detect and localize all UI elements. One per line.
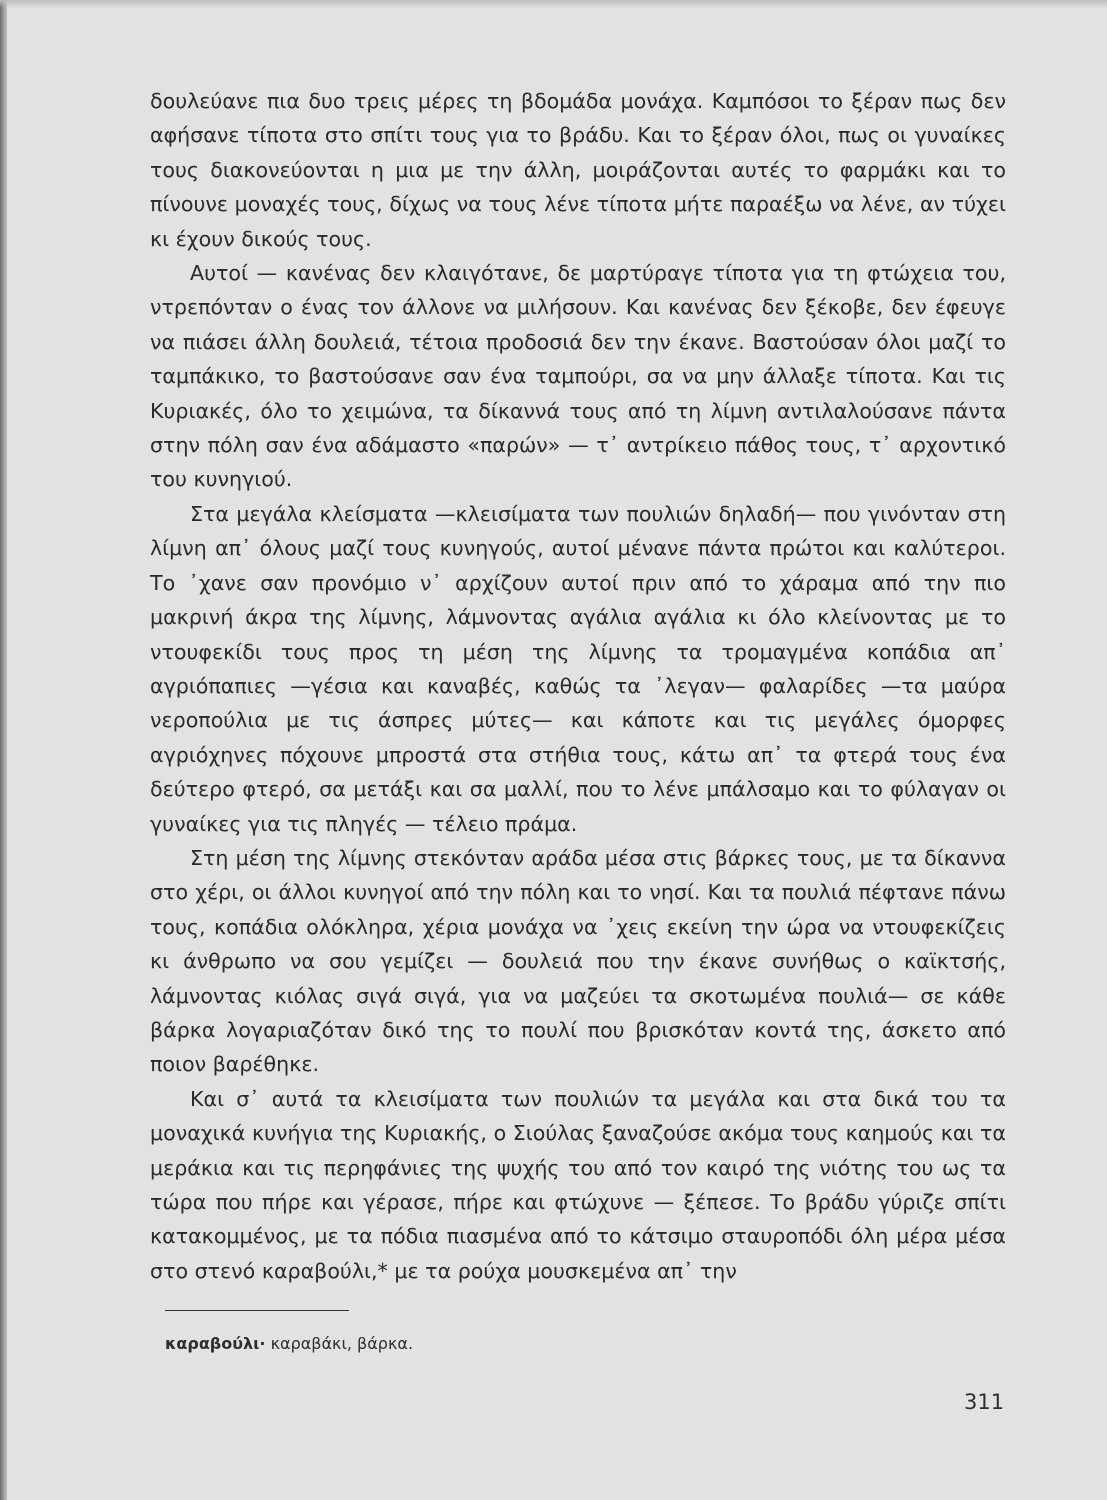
footnote [165,1334,413,1353]
paragraph: Αυτοί — κανένας δεν κλαιγότανε, δε μαρτύραγε τίποτα για τη φτώχεια του, ντρεπόνταν ο ένας τον άλλονε να μιλήσουν. Και κανένας δεν ξέκοβε, δεν έφευγε να πιάσει άλλη δουλειά, τέτοια προδοσιά δεν την έκανε. Βαστούσαν όλοι μαζί το ταμπάκικο, το βαστούσανε σαν ένα ταμπούρι, σα να μην άλλαξε τίποτα. Και τις Κυριακές, όλο το χειμώνα, τα δίκαννά τους από τη λίμνη αντιλαλούσανε πάντα στην πόλη σαν ένα αδάμαστο «παρών» — τ᾽ αντρίκειο πάθος τους, τ᾽ αρχοντικό του κυνηγιού. [150,261,1006,492]
paragraph: Και σ᾽ αυτά τα κλεισίματα των πουλιών τα μεγάλα και στα δικά του τα μοναχικά κυνήγια της Κυριακής, ο Σιούλας ξαναζούσε ακόμα τους καημούς και τα μεράκια και τις περηφάνιες της ψυχής του από τον καιρό της νιότης του ως τα τώρα που πήρε και γέρασε, πήρε και φτώχυνε — ξέπεσε. Το βράδυ γύριζε σπίτι κατακομμένος, με τα πόδια πιασμένα από το κάτσιμο σταυροπόδι όλη μέρα μέσα στο στενό καραβούλι,* με τα ρούχα μουσκεμένα απ᾽ την [150,1086,1006,1283]
footnote-divider [165,1310,349,1311]
footnote-term: καραβούλι· [165,1334,266,1353]
paragraph: Στα μεγάλα κλείσματα —κλεισίματα των πουλιών δηλαδή— που γινόνταν στη λίμνη απ᾽ όλους μαζί τους κυνηγούς, αυτοί μένανε πάντα πρώτοι και καλύτεροι. Το ᾽χανε σαν προνόμιο ν᾽ αρχίζουν αυτοί πριν από το χάραμα από την πιο μακρινή άκρα της λίμνης, λάμνοντας αγάλια αγάλια κι όλο κλείνοντας με το ντουφεκίδι τους προς τη μέση της λίμνης τα τρομαγμένα κοπάδια απ᾽ αγριόπαπιες —γέσια και καναβές, καθώς τα ᾽λεγαν— φαλαρίδες —τα μαύρα νεροπούλια με τις άσπρες μύτες— και κάποτε και τις μεγάλες όμορφες αγριόχηνες πόχουνε μπροστά στα στήθια τους, κάτω απ᾽ τα φτερά τους ένα δεύτερο φτερό, σα μετάξι και σα μαλλί, που το λένε μπάλσαμο και το φύλαγαν οι γυναίκες για τις πληγές — τέλειο πράμα. [150,501,1006,836]
paragraph: Στη μέση της λίμνης στεκόνταν αράδα μέσα στις βάρκες τους, με τα δίκαννα στο χέρι, οι άλλοι κυνηγοί από την πόλη και το νησί. Και τα πουλιά πέφτανε πάνω τους, κοπάδια ολόκληρα, χέρια μονάχα να ᾽χεις εκείνη την ώρα να ντουφεκίζεις κι άνθρωπο να σου γεμίζει — δουλειά που την έκανε συνήθως ο καϊκτσής, λάμνοντας κιόλας σιγά σιγά, για να μαζεύει τα σκοτωμένα πουλιά— σε κάθε βάρκα λογαριαζόταν δικό της το πουλί που βρισκόταν κοντά της, άσκετο από ποιον βαρέθηκε. [150,845,1006,1077]
paragraph: δουλεύανε πια δυο τρεις μέρες τη βδομάδα μονάχα. Καμπόσοι το ξέραν πως δεν αφήσανε τίποτα στο σπίτι τους για το βράδυ. Και το ξέραν όλοι, πως οι γυναίκες τους διακονεύονται η μια με την άλλη, μοιράζονται αυτές το φαρμάκι και το πίνουνε μοναχές τους, δίχως να τους λένε τίποτα μήτε παραέξω να λένε, αν τύχει κι έχουν δικούς τους. [150,89,1006,251]
body-text [150,84,1006,1288]
footnote-definition: καραβάκι, βάρκα. [270,1334,414,1353]
page-number: 311 [964,1390,1005,1414]
